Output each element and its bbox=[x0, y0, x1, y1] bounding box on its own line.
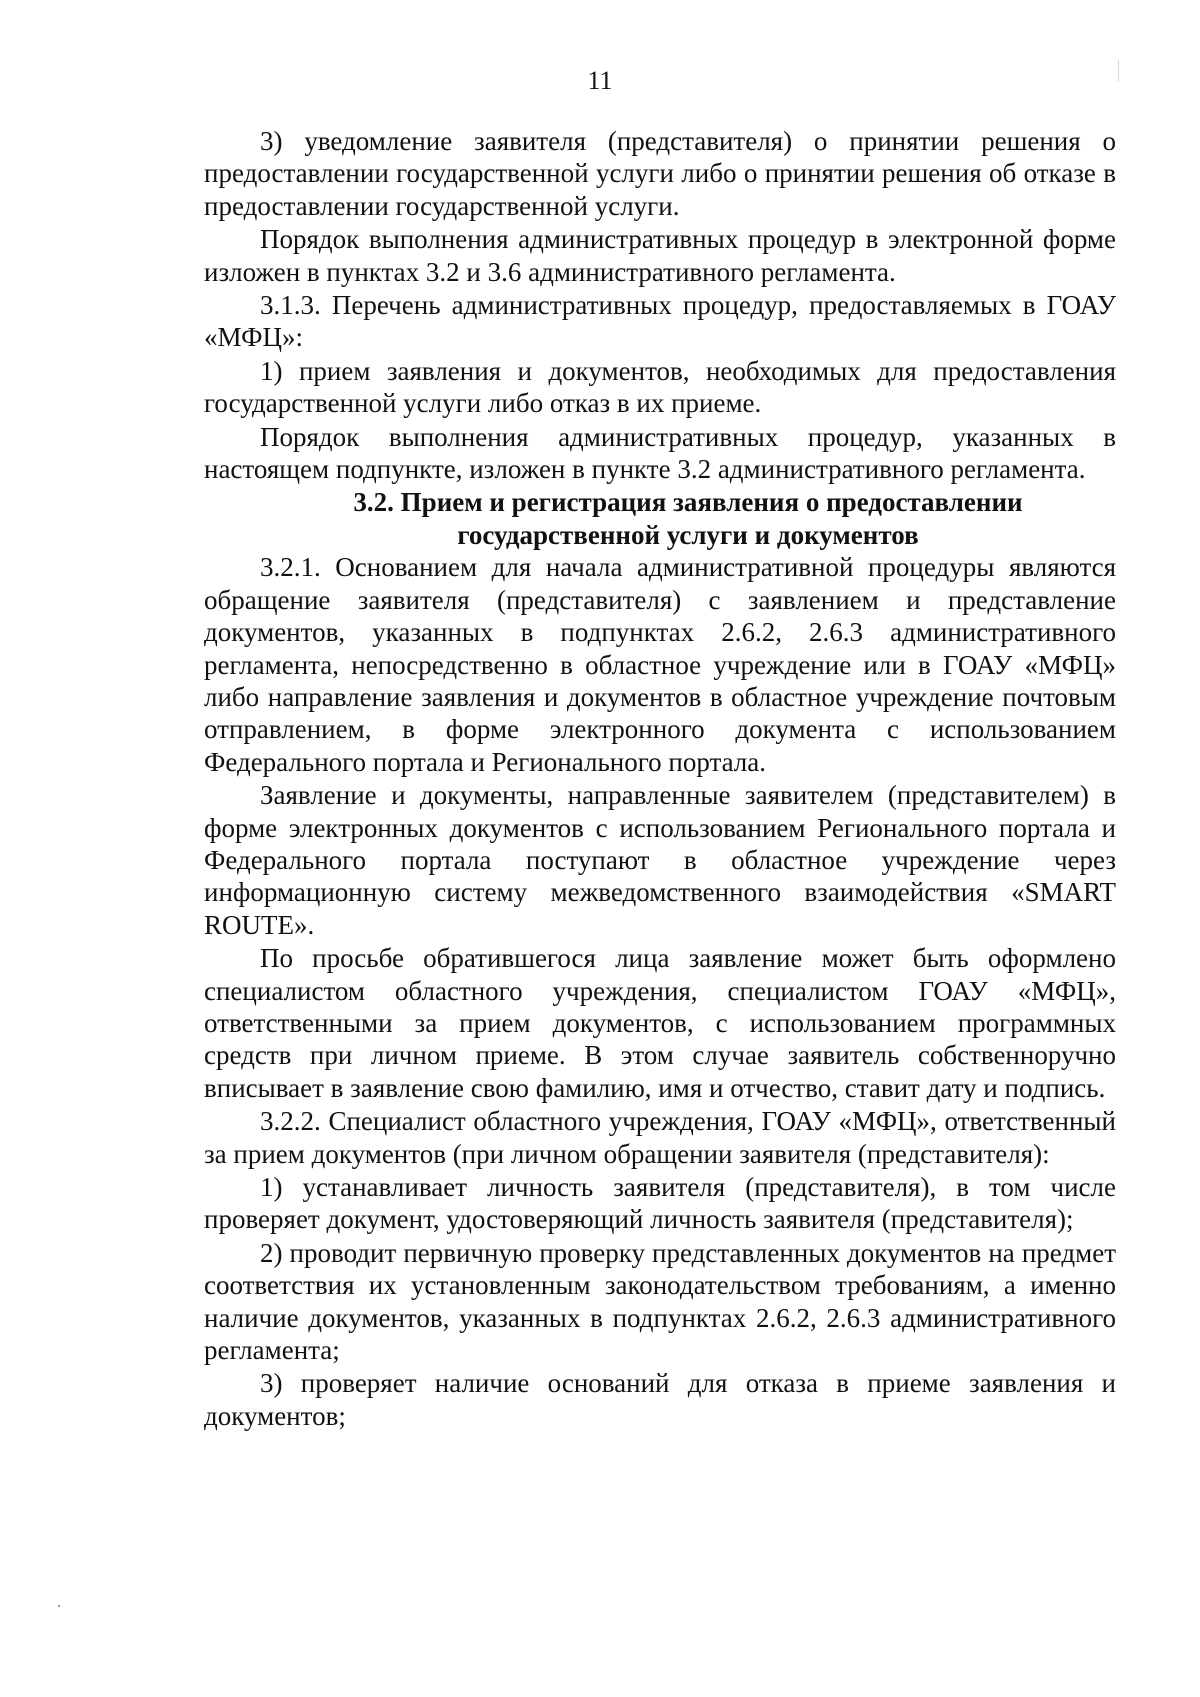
paragraph: 3.2.2. Специалист областного учреждения, ГОАУ «МФЦ», ответственный за прием документов (при личном обращении заявителя (представителя): bbox=[204, 1106, 1116, 1169]
paragraph: По просьбе обратившегося лица заявление может быть оформлено специалистом областного учреждения, специалистом ГОАУ «МФЦ», ответственными за прием документов, с использованием программных средств при личном приеме. В этом случае заявитель собственноручно вписывает в заявление свою фамилию, имя и отчество, ставит дату и подпись. bbox=[204, 943, 1116, 1103]
page-number: 11 bbox=[587, 66, 613, 95]
paragraph: 3.2.1. Основанием для начала административной процедуры являются обращение заявителя (представителя) с заявлением и представление документов, указанных в подпунктах 2.6.2, 2.6.3 административного регламента, непосредственно в областное учреждение или в ГОАУ «МФЦ» либо направление заявления и документов в областное учреждение почтовым отправлением, в форме электронного документа с использованием Федерального портала и Регионального портала. bbox=[204, 552, 1116, 777]
paragraph: 1) прием заявления и документов, необходимых для предоставления государственной услуги либо отказ в их приеме. bbox=[204, 355, 1116, 419]
paragraph: Заявление и документы, направленные заявителем (представителем) в форме электронных документов с использованием Регионального портала и Федерального портала поступают в областное учреждение через информационную систему межведомственного взаимодействия «SMART ROUTE». bbox=[204, 780, 1116, 940]
paragraph: Порядок выполнения административных процедур, указанных в настоящем подпункте, изложен в пункте 3.2 административного регламента. bbox=[204, 421, 1116, 485]
document-body bbox=[204, 125, 1116, 1432]
section-heading-line: 3.2. Прием и регистрация заявления о предоставлении bbox=[353, 487, 1023, 518]
paragraph: Порядок выполнения административных процедур в электронной форме изложен в пунктах 3.2 и 3.6 административного регламента. bbox=[204, 224, 1116, 287]
section-heading-line: государственной услуги и документов bbox=[457, 519, 919, 550]
section-heading bbox=[204, 486, 1116, 551]
paragraph: 2) проводит первичную проверку представленных документов на предмет соответствия их установленным законодательством требованиям, а именно наличие документов, указанных в подпунктах 2.6.2, 2.6.3 административного регламента; bbox=[204, 1237, 1116, 1366]
paragraph: 3.1.3. Перечень административных процедур, предоставляемых в ГОАУ «МФЦ»: bbox=[204, 290, 1116, 353]
paragraph: 1) устанавливает личность заявителя (представителя), в том числе проверяет документ, удостоверяющий личность заявителя (представителя); bbox=[204, 1172, 1116, 1235]
paragraph: 3) уведомление заявителя (представителя) о принятии решения о предоставлении государственной услуги либо о принятии решения об отказе в предоставлении государственной услуги. bbox=[204, 126, 1116, 221]
scan-artifact bbox=[58, 1605, 60, 1607]
paragraph: 3) проверяет наличие оснований для отказа в приеме заявления и документов; bbox=[204, 1368, 1116, 1431]
